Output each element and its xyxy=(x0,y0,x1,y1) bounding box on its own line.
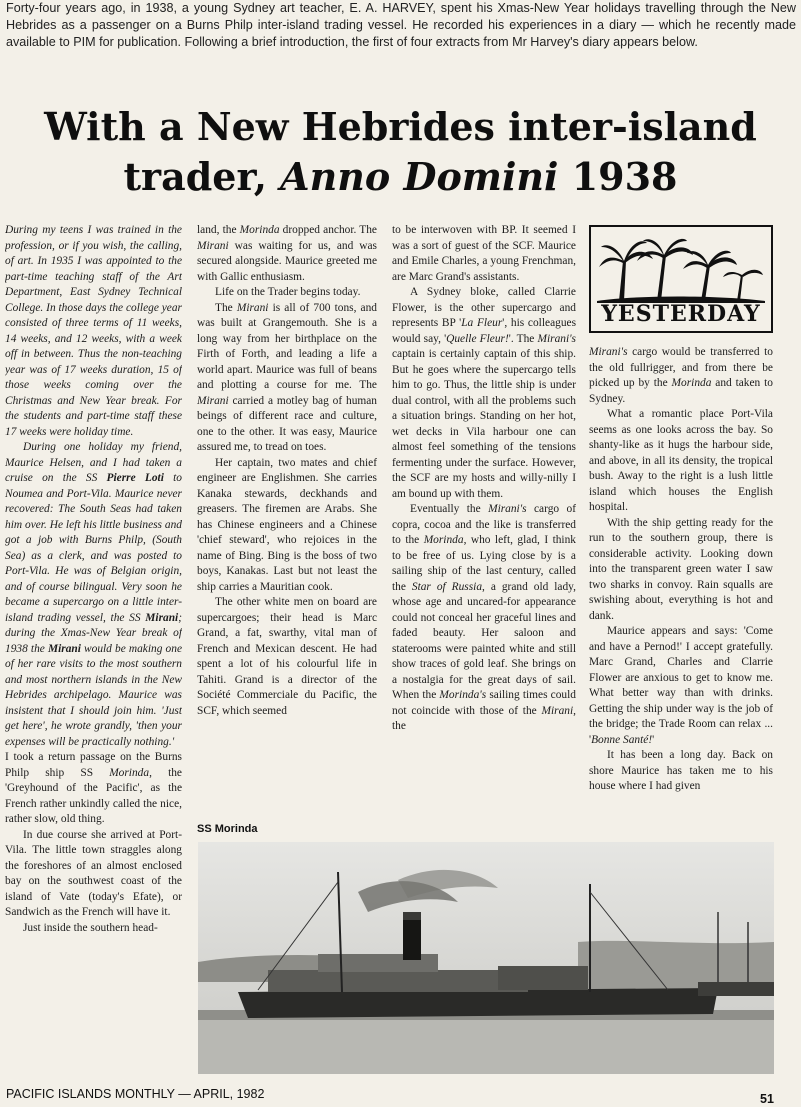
ship-name: Mirani xyxy=(47,642,81,655)
intro-paragraph: Forty-four years ago, in 1938, a young Sydney art teacher, E. A. HARVEY, spent his Xmas-New Year holidays travelling through the New Hebrides as a passenger on a Burns Philp inter-island trading vessel. He recorded his experiences in a diary — which he recently made available to PIM for publication. Following a brief introduction, the first of four extracts from Mr Harvey's diary appears below. xyxy=(6,1,796,49)
column-4-paragraph: It has been a long day. Back on shore Maurice has taken me to his house where I had given xyxy=(589,749,773,792)
text-run: ; during the Xmas-New Year break of 1938 the xyxy=(5,611,182,655)
text-italic: Bonne Santé! xyxy=(591,733,653,746)
text-run: , the 'Greyhound of the Pacific', as the French rather unkindly called the nice, rather slow, old thing. xyxy=(5,766,182,825)
text-run: dropped anchor. The xyxy=(279,224,377,236)
text-run: I took a return passage on the Burns Philp ship SS xyxy=(5,751,182,779)
column-4-paragraph: With the ship getting ready for the run to the southern group, there is considerable activity. Looking down into the transparent green water I saw two sharks in convoy. Rain squalls are swishing about, everything is hot and dank. xyxy=(589,516,773,622)
text-italic: Quelle Fleur! xyxy=(446,332,509,345)
ship-name: Mirani's xyxy=(589,346,628,358)
text-run: and taken to Sydney. xyxy=(589,377,773,405)
column-2-paragraph xyxy=(197,301,377,456)
ship-name: Mirani xyxy=(145,611,179,624)
yesterday-wordmark: YESTERDAY xyxy=(601,301,761,327)
ship-name: Morinda xyxy=(239,224,280,236)
headline-line-2 xyxy=(0,152,801,202)
text-run: to Noumea and Port-Vila. Maurice never recovered: The South Seas had taken him over. He left his little business and got a job with Burns Philp, (South Sea) as a clerk, and was posted to Port-Vila. He was of Belgian origin, and of course bilingual. Very soon he became a supercargo on a little inter-island trading vessel, the SS xyxy=(5,472,182,624)
headline-italic: Anno Domini xyxy=(280,154,559,199)
headline-line-1: With a New Hebrides inter-island xyxy=(44,104,757,149)
column-1-paragraph: During my teens I was trained in the profession, or if you wish, the calling, of art. In 1935 I was appointed to the part-time teaching staff of the Art Department, East Sydney Technical College. In those days the college year consisted of three terms of 11 weeks, 14 weeks, and 12 weeks, with a week off in between. Thus the non-teaching year was of 17 weeks duration, 15 of those weeks coming over the Christmas and New Year break. For the students and part-time staff these 17 weeks were holiday time. xyxy=(5,224,182,438)
column-1-paragraph: In due course she arrived at Port-Vila. The little town straggles along the foreshores of an almost enclosed bay on the southwest coast of the island of Vate (today's Efate), or Sandwich as the French will have it. xyxy=(5,828,182,918)
ship-name: Morinda xyxy=(423,534,464,546)
column-3-paragraph xyxy=(392,285,576,502)
text-run: , who left, glad, I think to be free of us. Lying close by is a sailing ship of the last century, called the xyxy=(392,534,576,593)
text-run: ' xyxy=(652,733,655,746)
text-italic: La Fleur xyxy=(461,317,503,329)
headline-year: 1938 xyxy=(558,154,678,199)
column-3-paragraph: to be interwoven with BP. It seemed I was a sort of guest of the SCF. Maurice and Emile Charles, a young Frenchman, are Marc Grand's assistants. xyxy=(392,224,576,283)
headline-text: trader, xyxy=(123,154,281,199)
text-run: land, the xyxy=(197,224,240,236)
yesterday-logo xyxy=(589,225,773,333)
ship-name: Mirani xyxy=(541,704,574,717)
steamship-photo-icon xyxy=(198,842,774,1074)
ship-name: Mirani's xyxy=(488,503,527,515)
ship-name: Mirani xyxy=(197,239,229,252)
column-1-paragraph xyxy=(5,750,182,828)
ship-name: Morinda's xyxy=(439,689,487,701)
text-run: A Sydney bloke, called Clarrie Flower, is the other supercargo and represents BP ' xyxy=(392,286,576,329)
text-run: cargo would be transferred to the old fullrigger, and from there be picked up by the xyxy=(589,346,773,389)
ship-name: Pierre Loti xyxy=(106,472,164,484)
column-2-paragraph: Life on the Trader begins today. xyxy=(215,286,361,298)
column-4-paragraph: What a romantic place Port-Vila seems as one looks across the bay. So shanty-like as it hugs the harbour side, and above, in all its density, the tropical bush. Away to the right is a lush little island which houses the English hospital. xyxy=(589,408,773,513)
column-2-paragraph: The other white men on board are supercargoes; their head is Marc Grand, a fat, swarthy, vital man of French and Mexican descent. He had spent a lot of his colourful life in Tahiti. Grand is a director of the Société Commerciale du Pacific, the SCF, which seemed xyxy=(197,596,377,717)
text-run: sailing times could not coincide with those of the xyxy=(392,689,576,717)
publication-footer: PACIFIC ISLANDS MONTHLY — APRIL, 1982 xyxy=(6,1087,265,1101)
ship-name: Morinda xyxy=(671,377,712,389)
text-run: ', his colleagues would say, ' xyxy=(392,317,576,345)
ship-name: Mirani xyxy=(197,394,229,407)
column-1-paragraph xyxy=(5,440,182,750)
text-run: Maurice appears and says: 'Come and have a Pernod!' I accept gratefully. Marc Grand, Charles and Clarrie Flower are anxious to get to know me. What better way than with drinks. Getting the ship under way is the job of the bridge; the Trade Room can relax ... ' xyxy=(589,625,773,746)
text-run: captain is certainly captain of this ship. But he goes where the supercargo tells him to go. Thus, the little ship is under dual control, with all the problems such a situation brings. Standing on her hot, wet decks in Vila harbour one can almost feel something of the tensions fermenting under the surface. However, the SCF are my hosts and willy-nilly I am bound up with them. xyxy=(392,348,576,500)
text-run: The xyxy=(215,301,237,314)
page-number: 51 xyxy=(760,1092,774,1106)
article-column-3 xyxy=(392,223,576,836)
text-run: During one holiday my friend, Maurice Helsen, and I had taken a cruise on the SS xyxy=(5,441,182,484)
palm-trees-icon xyxy=(597,231,765,303)
column-2-paragraph: Her captain, two mates and chief engineer are Englishmen. She carries Kanaka stewards, deckhands and greasers. The firemen are Arabs. She has Chinese engineers and a Chinese 'chief steward', who rejoices in the name of Bing. Bing is the boss of two boys, Kanakas. Last but not least the ship carries a Mauritian cook. xyxy=(197,456,377,593)
ship-name: Star of Russia xyxy=(411,580,483,593)
headline xyxy=(0,102,801,202)
text-run: carried a motley bag of human beings of different race and culture, one to the other. It was easy, Maurice assured me, to tread on toes. xyxy=(197,394,377,453)
text-run: cargo of copra, cocoa and the like is transferred to the xyxy=(392,503,576,546)
article-column-2 xyxy=(197,223,377,828)
text-run: would be making one of her rare visits to the most southern and most northern islands in the New Hebrides archipelago. Maurice was insistent that I should join him. 'Just get here', he wrote grandly, 'then your expenses will be practically nothing.' xyxy=(5,642,182,748)
column-2-paragraph xyxy=(197,223,377,285)
column-4-paragraph xyxy=(589,345,773,407)
text-run: , a grand old lady, whose age and uncared-for appearance could not conceal her graceful lines and faded beauty. Her saloon and staterooms were painted white and still show traces of gold leaf. She brings on a nostalgia for the great days of sail. When the xyxy=(392,580,576,701)
text-run: was waiting for us, and was secured alongside. Maurice greeted me with Gallic enthusiasm. xyxy=(197,239,377,283)
text-run: Eventually the xyxy=(410,503,489,515)
column-4-paragraph xyxy=(589,624,773,748)
ship-name: Mirani xyxy=(236,301,269,314)
ship-name: Morinda xyxy=(109,766,150,779)
text-run: , the xyxy=(392,704,576,732)
column-1-paragraph: Just inside the southern head- xyxy=(23,921,158,934)
text-run: is all of 700 tons, and was built at Grangemouth. She is a long way from her birthplace on the Firth of Forth, and leading a life a world apart. Maurice was full of beans and plotting a course for me. The xyxy=(197,301,377,391)
photo-caption: SS Morinda xyxy=(197,823,258,835)
article-column-4 xyxy=(589,345,773,835)
text-run: '. The xyxy=(508,332,538,345)
column-3-paragraph xyxy=(392,502,576,735)
ship-name: Mirani's xyxy=(537,332,576,345)
ship-photo xyxy=(198,842,774,1074)
article-column-1 xyxy=(5,223,182,1073)
